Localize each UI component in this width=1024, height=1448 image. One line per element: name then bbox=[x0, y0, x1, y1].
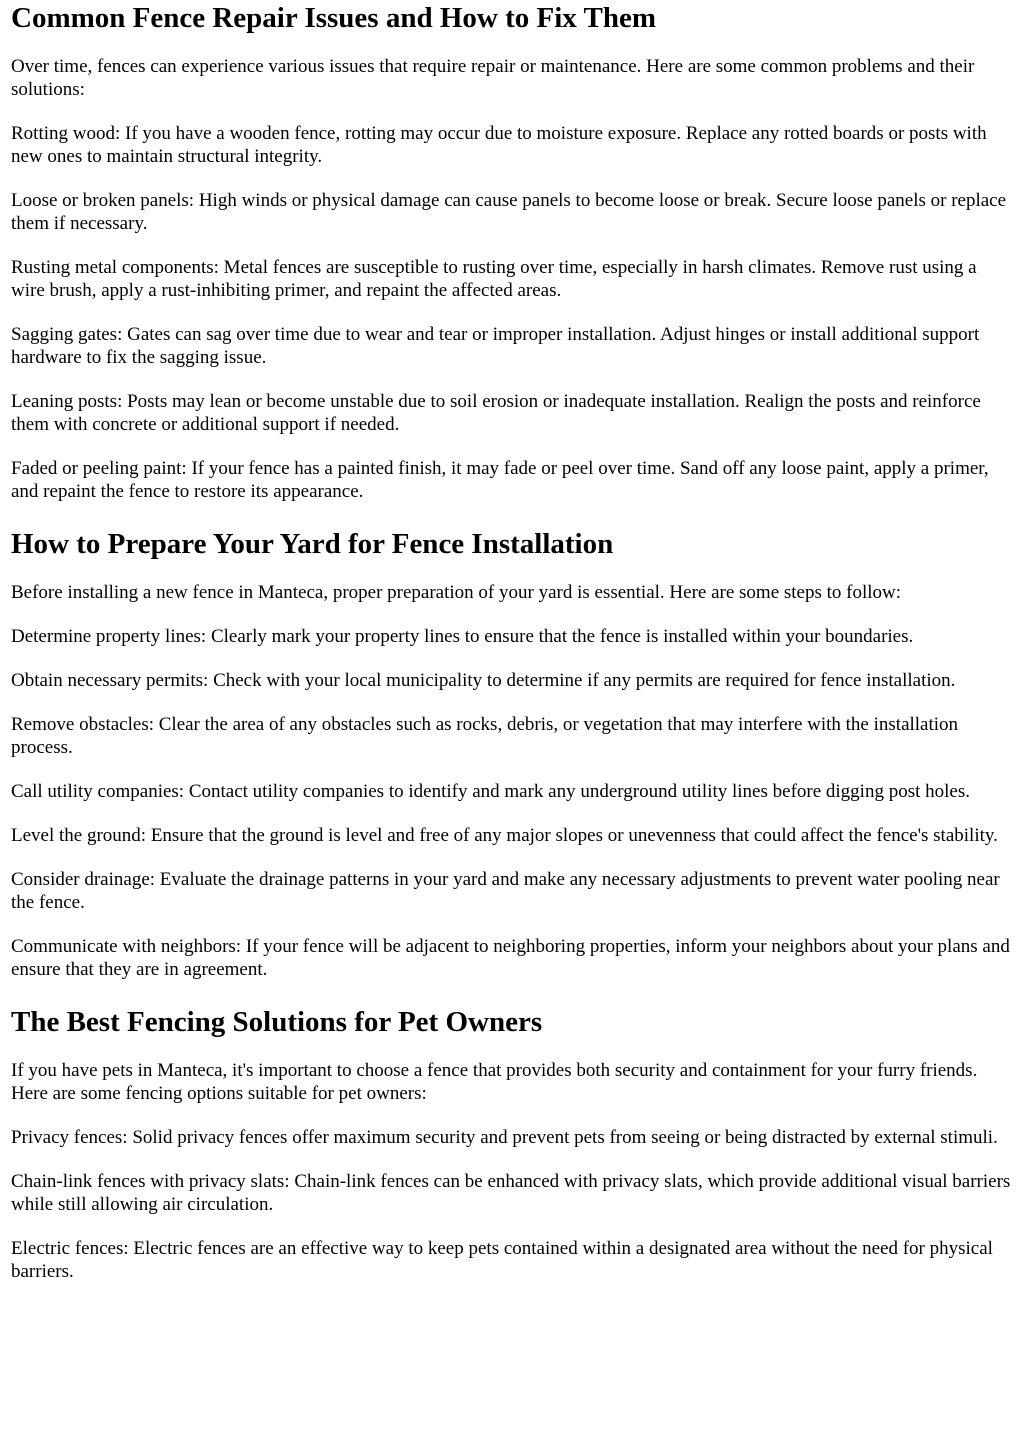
paragraph-utility-companies: Call utility companies: Contact utility companies to identify and mark any underground utility lines before digging post holes. bbox=[11, 781, 970, 802]
paragraph-rotting-wood: Rotting wood: If you have a wooden fence, rotting may occur due to moisture exposure. Replace any rotted boards or posts with new ones to maintain structural integrity. bbox=[11, 123, 987, 167]
paragraph-intro: Over time, fences can experience various issues that require repair or maintenance. Here are some common problems and their solutions: bbox=[11, 56, 975, 100]
paragraph-faded-paint: Faded or peeling paint: If your fence has a painted finish, it may fade or peel over time. Sand off any loose paint, apply a primer, and repaint the fence to restore its appearance. bbox=[11, 458, 989, 502]
heading-pet-fencing: The Best Fencing Solutions for Pet Owners bbox=[11, 1006, 543, 1038]
section-fence-repair bbox=[11, 0, 1013, 503]
paragraph-drainage: Consider drainage: Evaluate the drainage patterns in your yard and make any necessary adjustments to prevent water pooling near the fence. bbox=[11, 869, 1000, 913]
paragraph-leaning-posts: Leaning posts: Posts may lean or become unstable due to soil erosion or inadequate installation. Realign the posts and reinforce them with concrete or additional support if needed. bbox=[11, 391, 981, 435]
heading-yard-prep: How to Prepare Your Yard for Fence Installation bbox=[11, 528, 614, 560]
paragraph-property-lines: Determine property lines: Clearly mark your property lines to ensure that the fence is installed within your boundaries. bbox=[11, 626, 914, 647]
paragraph-intro: If you have pets in Manteca, it's important to choose a fence that provides both security and containment for your furry friends. Here are some fencing options suitable for pet owners: bbox=[11, 1060, 978, 1104]
paragraph-privacy-fences: Privacy fences: Solid privacy fences offer maximum security and prevent pets from seeing or being distracted by external stimuli. bbox=[11, 1127, 998, 1148]
paragraph-loose-panels: Loose or broken panels: High winds or physical damage can cause panels to become loose or break. Secure loose panels or replace them if necessary. bbox=[11, 190, 1007, 234]
paragraph-chain-link: Chain-link fences with privacy slats: Chain-link fences can be enhanced with privacy slats, which provide additional visual barriers while still allowing air circulation. bbox=[11, 1171, 1011, 1215]
paragraph-neighbors: Communicate with neighbors: If your fence will be adjacent to neighboring properties, inform your neighbors about your plans and ensure that they are in agreement. bbox=[11, 936, 1010, 980]
heading-fence-repair: Common Fence Repair Issues and How to Fix Them bbox=[11, 2, 656, 34]
paragraph-level-ground: Level the ground: Ensure that the ground is level and free of any major slopes or unevenness that could affect the fence's stability. bbox=[11, 825, 998, 846]
paragraph-electric-fences: Electric fences: Electric fences are an effective way to keep pets contained within a designated area without the need for physical barriers. bbox=[11, 1238, 993, 1282]
paragraph-sagging-gates: Sagging gates: Gates can sag over time due to wear and tear or improper installation. Adjust hinges or install additional support hardware to fix the sagging issue. bbox=[11, 324, 980, 368]
section-pet-fencing bbox=[11, 1005, 1013, 1283]
paragraph-rusting-metal: Rusting metal components: Metal fences are susceptible to rusting over time, especially in harsh climates. Remove rust using a wire brush, apply a rust-inhibiting primer, and repaint the affected areas. bbox=[11, 257, 977, 301]
section-yard-prep bbox=[11, 527, 1013, 981]
paragraph-permits: Obtain necessary permits: Check with your local municipality to determine if any permits are required for fence installation. bbox=[11, 670, 956, 691]
paragraph-remove-obstacles: Remove obstacles: Clear the area of any obstacles such as rocks, debris, or vegetation that may interfere with the installation process. bbox=[11, 714, 959, 758]
paragraph-intro: Before installing a new fence in Manteca, proper preparation of your yard is essential. Here are some steps to follow: bbox=[11, 582, 902, 603]
